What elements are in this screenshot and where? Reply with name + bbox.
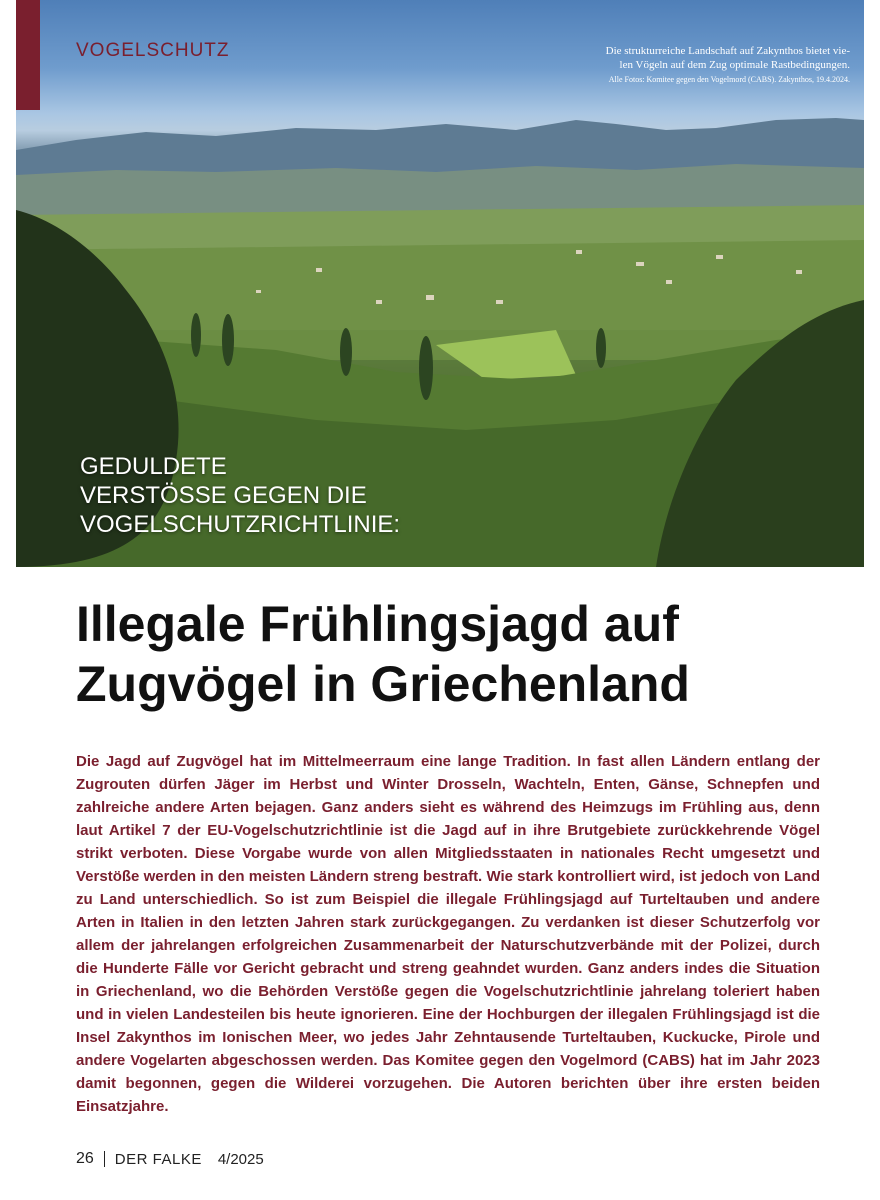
article-title [76, 594, 836, 714]
caption-line-2: len Vögeln auf dem Zug optimale Rastbedingungen. [619, 59, 850, 71]
photo-caption [550, 44, 850, 86]
caption-line-1: Die strukturreiche Landschaft auf Zakynthos bietet vie- [605, 45, 850, 57]
photo-credit: Alle Fotos: Komitee gegen den Vogelmord (CABS). Zakynthos, 19.4.2024. [608, 75, 850, 84]
kicker-line-1: GEDULDETE [80, 453, 227, 480]
magazine-name: DER FALKE [114, 1150, 202, 1168]
article-kicker [80, 452, 580, 539]
footer-separator [104, 1151, 105, 1167]
caption-text [550, 44, 850, 72]
kicker-line-3: VOGELSCHUTZRICHTLINIE: [80, 511, 401, 538]
section-label: VOGELSCHUTZ [76, 40, 230, 61]
page-number: 26 [76, 1150, 94, 1167]
accent-bar [16, 0, 40, 110]
title-line-1: Illegale Frühlingsjagd auf [76, 596, 679, 652]
article-lead: Die Jagd auf Zugvögel hat im Mittelmeerraum eine lange Tradition. In fast allen Ländern entlang der Zugrouten dürfen Jäger im Herbst und Winter Drosseln, Wachteln, Enten, Gänse, Schnepfen und zahlreiche andere Arten bejagen. Ganz anders sieht es während des Heimzugs im Frühling aus, denn laut Artikel 7 der EU-Vogelschutzrichtlinie ist die Jagd auf in ihre Brutgebiete zurückkehrende Vögel strikt verboten. Diese Vorgabe wurde von allen Mitgliedsstaaten in nationales Recht umgesetzt und Verstöße werden in den meisten Ländern streng bestraft. Wie stark kontrolliert wird, ist jedoch von Land zu Land unterschiedlich. So ist zum Beispiel die illegale Frühlingsjagd auf Turteltauben und andere Arten in Italien in den letzten Jahren stark zurückgegangen. Zu verdanken ist dieser Schutzerfolg vor allem der jahrelangen erfolgreichen Zusammenarbeit der Naturschutzverbände mit der Polizei, durch die Hunderte Fälle vor Gericht gebracht und streng geahndet wurden. Ganz anders indes die Situation in Griechenland, wo die Behörden Verstöße gegen die Vogelschutzrichtlinie jahrelang toleriert haben und in vielen Landesteilen bis heute ignorieren. Eine der Hochburgen der illegalen Frühlingsjagd ist die Insel Zakynthos im Ionischen Meer, wo jedes Jahr Zehntausende Turteltauben, Kuckucke, Pirole und andere Vogelarten abgeschossen werden. Das Komitee gegen den Vogelmord (CABS) hat im Jahr 2023 damit begonnen, gegen die Wilderei vorzugehen. Die Autoren berichten über ihre ersten beiden Einsatzjahre. [76, 753, 820, 1115]
kicker-line-2: VERSTÖSSE GEGEN DIE [80, 482, 367, 509]
issue-number: 4/2025 [217, 1150, 264, 1168]
page-footer [76, 1150, 264, 1168]
title-line-2: Zugvögel in Griechenland [76, 656, 690, 712]
